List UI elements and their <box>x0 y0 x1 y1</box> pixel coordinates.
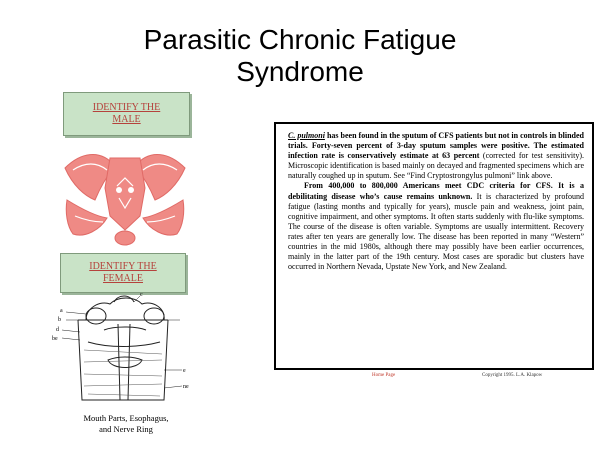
identify-female-label: IDENTIFY THE FEMALE <box>89 261 157 284</box>
title-line-2: Syndrome <box>236 56 364 87</box>
identify-female-button[interactable] <box>60 253 186 293</box>
page-title <box>0 24 600 88</box>
male-illustration <box>55 138 195 250</box>
paragraph-2 <box>288 181 584 272</box>
figure-label-ne: ne <box>183 384 189 390</box>
figure-label-e: e <box>183 368 186 374</box>
species-name: C. pulmoni <box>288 131 325 140</box>
paragraph-2-bold: From 400,000 to 800,000 Americans meet CDC criteria for CFS. It is a debilitating disease who’s cause remains unknown. <box>288 181 584 201</box>
figure-label-a: a <box>60 308 63 314</box>
paragraph-1 <box>288 131 584 181</box>
figure-label-c: c <box>140 292 143 298</box>
caption-line-2: and Nerve Ring <box>99 424 153 434</box>
title-line-1: Parasitic Chronic Fatigue <box>143 24 457 55</box>
document-panel <box>274 122 594 370</box>
figure-label-b: b <box>58 317 61 323</box>
figure-caption <box>56 413 196 435</box>
identify-male-button[interactable] <box>63 92 190 136</box>
paragraph-1-bold: has been found in the sputum of CFS patients but not in controls in blinded trials. Forty-seven percent of 3-day sputum samples were positive. The estimated infection rate is conservatively estimate at 63 percent <box>288 131 584 161</box>
mouth-parts-diagram <box>48 290 198 414</box>
caption-line-1: Mouth Parts, Esophagus, <box>83 413 169 423</box>
home-page-link[interactable]: Home Page <box>372 373 396 378</box>
document-text <box>288 131 584 272</box>
paragraph-2-rest: It is characterized by profound fatigue (lasting months and typically for years), muscle pain and weakness, joint pain, cognitive impairment, and other symptoms. It often starts suddenly with flu-like symptoms. The course of the disease is often variable. Symptoms are usually intermittent. Recovery rates after ten years are generally low. The disease has been reported in many “Western” countries in the mid 1980s, although there may possibly have been earlier occurrences, mainly in the latter part of the 19th century. Most cases are sporadic but clusters have occurred in Northern Nevada, Upstate New York, and New Zealand. <box>288 191 584 272</box>
copyright-text: Copyright 1995. L.A. Klapow <box>482 373 543 378</box>
paragraph-1-rest: (corrected for test sensitivity). Microscopic identification is based mainly on decayed and fragmented specimens which are naturally coughed up in sputum. See “Find Cryptostrongylus pulmoni” link above. <box>288 151 584 181</box>
identify-male-label: IDENTIFY THE MALE <box>92 102 161 125</box>
figure-label-be: be <box>52 336 58 342</box>
figure-label-d: d <box>56 327 59 333</box>
